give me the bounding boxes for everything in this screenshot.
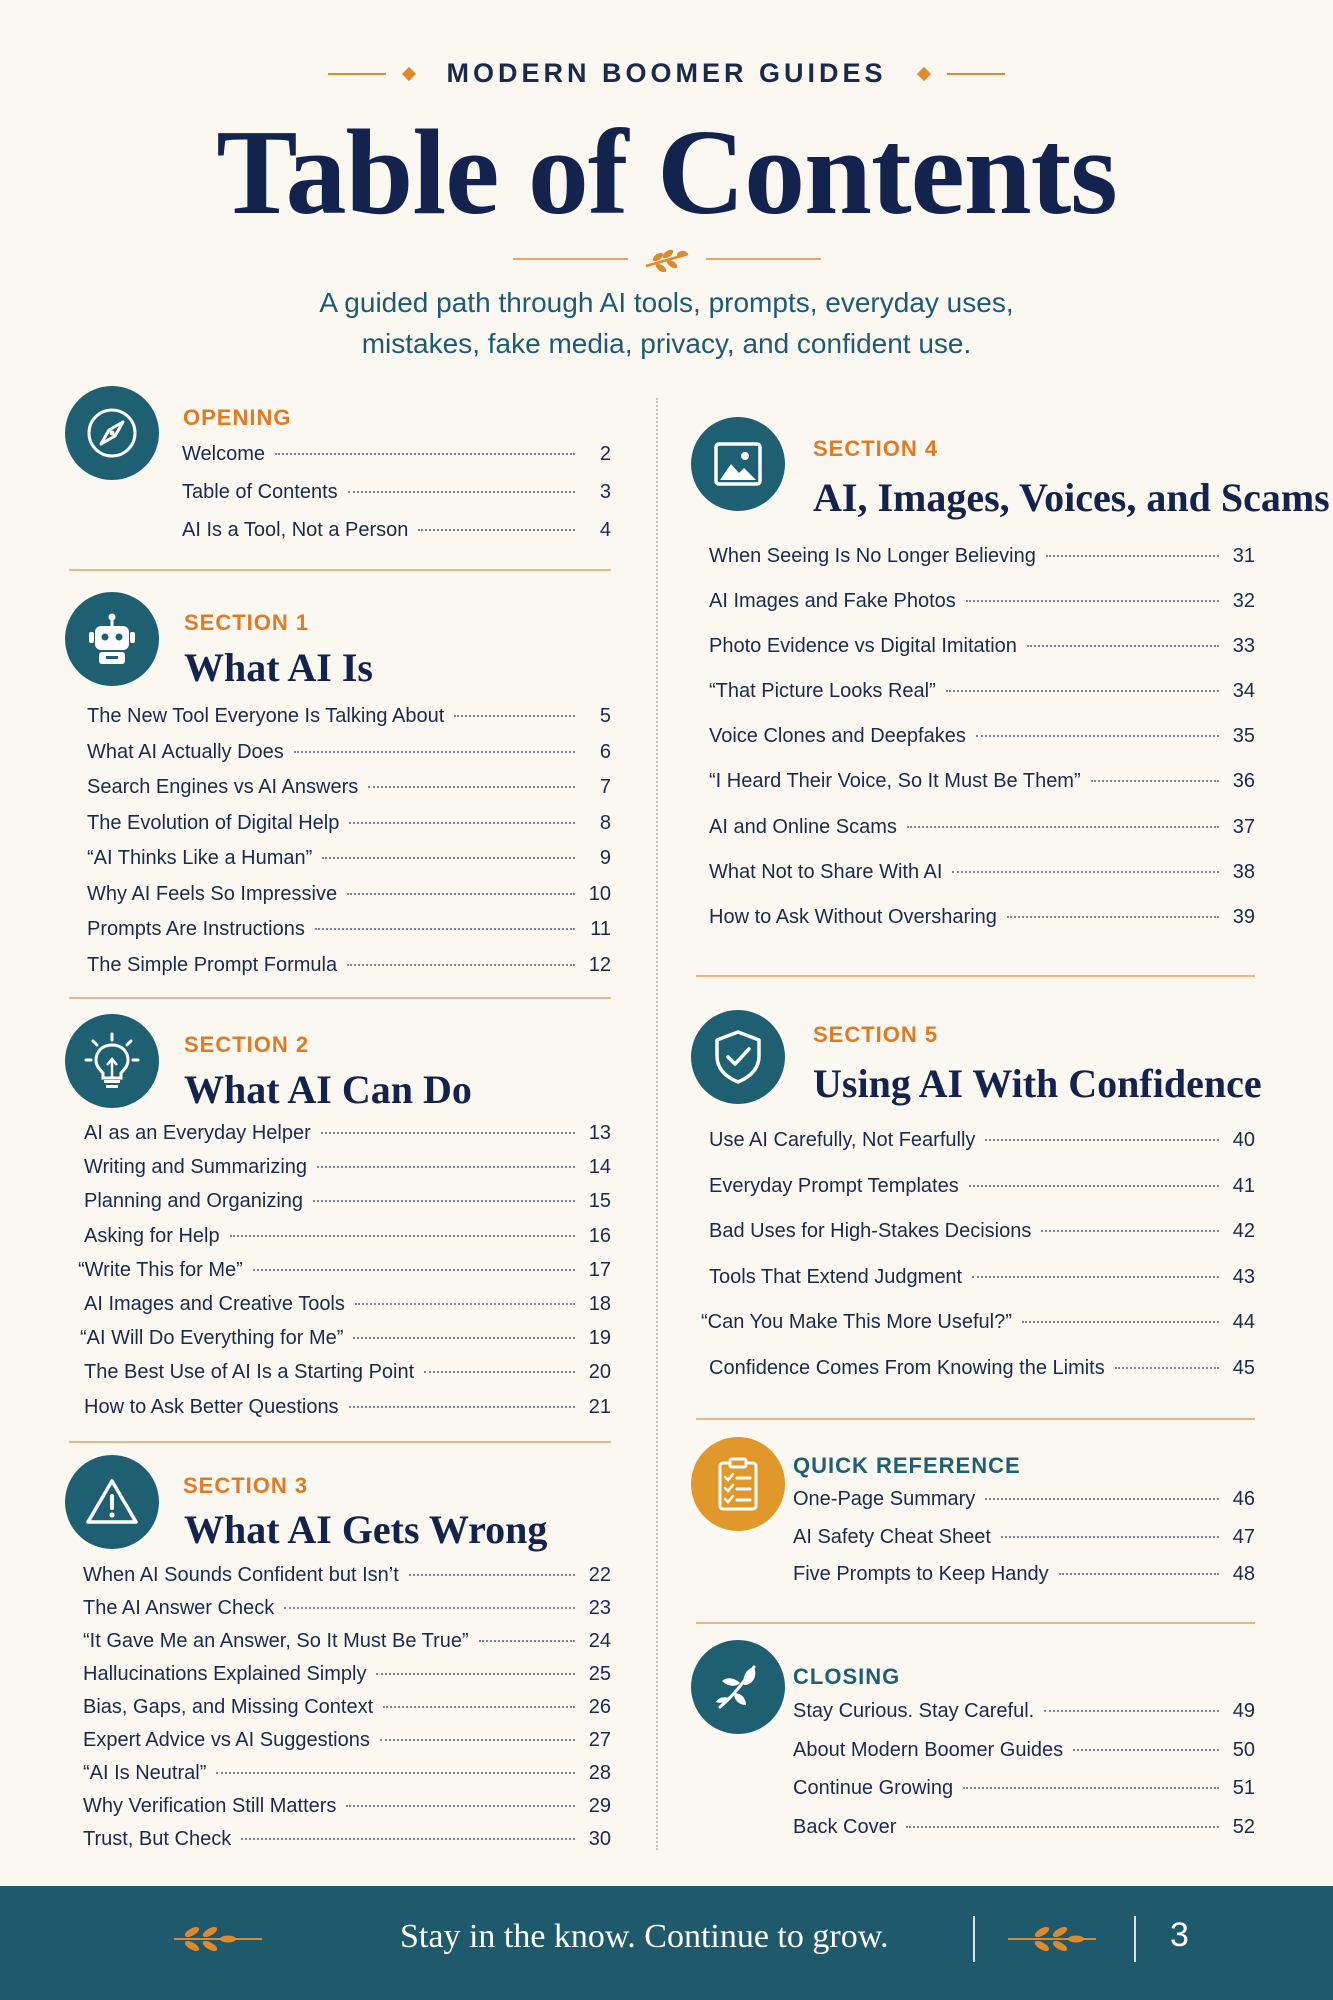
dot-leader — [454, 715, 575, 717]
entry-page: 17 — [588, 1258, 611, 1281]
entry-page: 28 — [588, 1762, 611, 1784]
dot-leader — [946, 690, 1219, 692]
section-title: What AI Gets Wrong — [184, 1507, 548, 1552]
entry-page: 4 — [599, 519, 611, 541]
entry-title: “Write This for Me” — [78, 1258, 243, 1281]
entry-title: Five Prompts to Keep Handy — [793, 1563, 1049, 1585]
subtitle-line: mistakes, fake media, privacy, and confident use. — [361, 328, 972, 359]
title-ornament — [0, 246, 1333, 272]
entry-title: The AI Answer Check — [83, 1597, 275, 1619]
toc-entry[interactable] — [83, 1729, 611, 1762]
sprig-icon — [170, 1922, 266, 1956]
dot-leader — [275, 453, 575, 455]
entry-page: 43 — [1232, 1265, 1255, 1288]
toc-entry[interactable] — [83, 1696, 611, 1729]
entry-title: AI Safety Cheat Sheet — [793, 1525, 991, 1548]
toc-entry[interactable] — [709, 770, 1255, 815]
dot-leader — [355, 1303, 575, 1305]
entry-page: 50 — [1232, 1738, 1255, 1761]
sprig-icon — [1004, 1922, 1100, 1956]
dot-leader — [906, 1826, 1219, 1828]
dot-leader — [952, 871, 1219, 873]
entry-title: Voice Clones and Deepfakes — [709, 725, 966, 748]
entry-title: Expert Advice vs AI Suggestions — [83, 1729, 370, 1751]
entry-title: Continue Growing — [793, 1777, 954, 1799]
brand-name: MODERN BOOMER GUIDES — [446, 58, 887, 88]
brand-rule-right — [947, 73, 1005, 75]
dot-leader — [216, 1772, 575, 1774]
entry-title: One-Page Summary — [793, 1488, 976, 1510]
entry-page: 26 — [588, 1696, 611, 1718]
entry-page: 34 — [1232, 680, 1255, 703]
entry-page: 24 — [588, 1630, 611, 1652]
entry-page: 15 — [588, 1190, 611, 1213]
entry-title: Why Verification Still Matters — [83, 1795, 337, 1817]
entry-page: 2 — [599, 443, 611, 465]
section5-list — [701, 1129, 1255, 1403]
dot-leader — [969, 1185, 1219, 1187]
section-kicker: CLOSING — [793, 1664, 901, 1689]
toc-entry[interactable] — [709, 680, 1255, 725]
entry-page: 38 — [1232, 860, 1255, 883]
dot-leader — [1044, 1710, 1219, 1712]
entry-page: 19 — [588, 1327, 611, 1350]
dot-leader — [230, 1235, 575, 1237]
toc-entry[interactable] — [709, 906, 1255, 951]
toc-entry[interactable] — [709, 1266, 1255, 1312]
entry-page: 23 — [588, 1597, 611, 1619]
dot-leader — [349, 1406, 575, 1408]
dot-leader — [1001, 1536, 1219, 1538]
dot-leader — [368, 786, 575, 788]
closing-list — [793, 1700, 1255, 1854]
dot-leader — [353, 1337, 575, 1339]
entry-title: “I Heard Their Voice, So It Must Be Them” — [709, 770, 1081, 793]
dot-leader — [1091, 780, 1219, 782]
toc-entry[interactable] — [83, 1564, 611, 1597]
section-separator — [69, 569, 611, 571]
section-title: AI, Images, Voices, and Scams — [813, 475, 1330, 520]
entry-page: 6 — [599, 740, 611, 763]
toc-entry[interactable] — [793, 1739, 1255, 1778]
dot-leader — [966, 600, 1219, 602]
brand-row — [0, 58, 1333, 89]
toc-entry[interactable] — [793, 1526, 1255, 1564]
image-icon — [691, 417, 785, 511]
toc-entry[interactable] — [83, 1597, 611, 1630]
section-separator — [696, 1622, 1255, 1624]
entry-page: 40 — [1232, 1129, 1255, 1151]
entry-page: 36 — [1232, 770, 1255, 793]
entry-title: Tools That Extend Judgment — [709, 1265, 963, 1288]
entry-title: Bias, Gaps, and Missing Context — [83, 1696, 374, 1718]
section-separator — [696, 1418, 1255, 1420]
entry-page: 41 — [1232, 1174, 1255, 1197]
section-separator — [69, 1441, 611, 1443]
toc-entry[interactable] — [87, 847, 611, 883]
entry-title: AI Images and Creative Tools — [84, 1292, 345, 1315]
entry-title: When AI Sounds Confident but Isn’t — [83, 1564, 399, 1586]
toc-entry[interactable] — [793, 1816, 1255, 1855]
toc-entry[interactable] — [182, 519, 611, 557]
diamond-icon — [402, 66, 416, 80]
entry-page: 25 — [588, 1663, 611, 1685]
entry-title: Asking for Help — [84, 1224, 220, 1247]
ornament-rule-left — [513, 258, 628, 260]
toc-entry[interactable] — [709, 590, 1255, 635]
footer-divider — [1134, 1916, 1136, 1962]
dot-leader — [346, 1805, 575, 1807]
entry-title: Photo Evidence vs Digital Imitation — [709, 635, 1017, 658]
toc-entry[interactable] — [709, 1357, 1255, 1403]
entry-title: The New Tool Everyone Is Talking About — [87, 705, 445, 727]
toc-entry[interactable] — [182, 481, 611, 519]
toc-entry[interactable] — [84, 1361, 611, 1395]
entry-title: AI and Online Scams — [709, 815, 897, 838]
toc-entry[interactable] — [793, 1777, 1255, 1816]
subtitle — [0, 282, 1333, 364]
quick-reference-list — [793, 1488, 1255, 1601]
entry-title: “It Gave Me an Answer, So It Must Be True” — [83, 1630, 469, 1652]
dot-leader — [1041, 1230, 1219, 1232]
entry-title: “AI Will Do Everything for Me” — [80, 1327, 344, 1350]
entry-page: 12 — [588, 953, 611, 976]
dot-leader — [985, 1139, 1219, 1141]
entry-page: 49 — [1232, 1700, 1255, 1722]
subtitle-line: A guided path through AI tools, prompts, everyday uses, — [319, 287, 1014, 318]
entry-title: Hallucinations Explained Simply — [83, 1663, 367, 1685]
footer-tagline: Stay in the know. Continue to grow. — [400, 1918, 889, 1955]
dot-leader — [383, 1706, 575, 1708]
entry-page: 51 — [1232, 1777, 1255, 1799]
lightbulb-icon — [65, 1014, 159, 1108]
entry-title: The Best Use of AI Is a Starting Point — [84, 1361, 415, 1384]
dot-leader — [315, 928, 575, 930]
dot-leader — [317, 1166, 575, 1168]
dot-leader — [313, 1200, 575, 1202]
dot-leader — [963, 1787, 1219, 1789]
dot-leader — [348, 491, 575, 493]
dot-leader — [349, 822, 575, 824]
section-separator — [69, 997, 611, 999]
entry-title: Prompts Are Instructions — [87, 918, 305, 940]
entry-page: 14 — [588, 1156, 611, 1179]
entry-page: 33 — [1232, 635, 1255, 658]
toc-entry[interactable] — [84, 1225, 611, 1259]
toc-entry[interactable] — [83, 1828, 611, 1861]
entry-page: 32 — [1232, 590, 1255, 613]
section-kicker: SECTION 5 — [813, 1022, 939, 1047]
dot-leader — [1046, 555, 1219, 557]
toc-entry[interactable] — [84, 1293, 611, 1327]
dot-leader — [976, 735, 1219, 737]
entry-page: 22 — [588, 1564, 611, 1586]
entry-page: 20 — [588, 1361, 611, 1384]
toc-entry[interactable] — [87, 741, 611, 777]
toc-entry[interactable] — [709, 1129, 1255, 1175]
dot-leader — [321, 1132, 575, 1134]
toc-entry[interactable] — [84, 1122, 611, 1156]
toc-entry[interactable] — [87, 812, 611, 848]
sprig-icon — [642, 246, 692, 272]
toc-entry[interactable] — [709, 816, 1255, 861]
entry-page: 44 — [1232, 1311, 1255, 1334]
entry-title: Planning and Organizing — [84, 1190, 304, 1213]
dot-leader — [294, 751, 575, 753]
entry-title: Everyday Prompt Templates — [709, 1174, 959, 1197]
entry-title: Bad Uses for High-Stakes Decisions — [709, 1220, 1032, 1243]
dot-leader — [479, 1640, 575, 1642]
section-kicker: SECTION 4 — [813, 436, 939, 461]
checklist-icon — [691, 1437, 785, 1531]
dot-leader — [376, 1673, 575, 1675]
entry-title: What Not to Share With AI — [709, 860, 943, 883]
dot-leader — [380, 1739, 575, 1741]
dot-leader — [1115, 1367, 1219, 1369]
dot-leader — [985, 1498, 1219, 1500]
toc-entry[interactable] — [709, 1175, 1255, 1221]
section2-list — [78, 1122, 611, 1430]
entry-title: AI Is a Tool, Not a Person — [182, 519, 409, 541]
footer-divider — [973, 1916, 975, 1962]
section-kicker: SECTION 3 — [183, 1473, 309, 1498]
dot-leader — [253, 1269, 575, 1271]
section-title: Using AI With Confidence — [813, 1061, 1262, 1106]
footer-band — [0, 1886, 1333, 2000]
toc-entry[interactable] — [793, 1563, 1255, 1601]
toc-entry[interactable] — [87, 776, 611, 812]
page-number: 3 — [1170, 1916, 1189, 1954]
page-title: Table of Contents — [216, 105, 1117, 240]
dot-leader — [1007, 916, 1219, 918]
entry-page: 45 — [1232, 1356, 1255, 1379]
entry-page: 21 — [588, 1395, 611, 1418]
dot-leader — [907, 826, 1219, 828]
entry-page: 31 — [1232, 545, 1255, 567]
toc-entry[interactable] — [709, 1220, 1255, 1266]
entry-title: Writing and Summarizing — [84, 1156, 308, 1179]
toc-entry[interactable] — [709, 861, 1255, 906]
toc-entry[interactable] — [793, 1700, 1255, 1739]
compass-icon — [65, 386, 159, 480]
entry-page: 35 — [1232, 725, 1255, 748]
dot-leader — [418, 529, 575, 531]
toc-entry[interactable] — [78, 1259, 611, 1293]
toc-entry[interactable] — [701, 1311, 1255, 1357]
toc-entry[interactable] — [182, 443, 611, 481]
entry-title: Why AI Feels So Impressive — [87, 882, 338, 905]
dot-leader — [284, 1607, 575, 1609]
section-kicker: QUICK REFERENCE — [793, 1453, 1021, 1478]
warning-icon — [65, 1455, 159, 1549]
opening-list — [182, 443, 611, 557]
entry-page: 3 — [599, 481, 611, 503]
entry-page: 30 — [588, 1828, 611, 1850]
dot-leader — [972, 1276, 1219, 1278]
entry-page: 47 — [1232, 1525, 1255, 1548]
toc-entry[interactable] — [87, 918, 611, 954]
entry-page: 5 — [599, 705, 611, 727]
dot-leader — [322, 857, 575, 859]
toc-entry[interactable] — [83, 1795, 611, 1828]
entry-page: 9 — [599, 847, 611, 869]
section-kicker: OPENING — [183, 405, 292, 430]
dot-leader — [424, 1371, 575, 1373]
entry-title: Table of Contents — [182, 481, 338, 503]
toc-entry[interactable] — [83, 1663, 611, 1696]
entry-page: 48 — [1232, 1563, 1255, 1585]
entry-page: 27 — [588, 1729, 611, 1751]
dot-leader — [1027, 645, 1219, 647]
entry-page: 16 — [588, 1224, 611, 1247]
entry-title: The Evolution of Digital Help — [87, 811, 340, 834]
entry-title: “That Picture Looks Real” — [709, 680, 936, 703]
column-divider — [656, 398, 658, 1850]
section3-list — [83, 1564, 611, 1861]
ornament-rule-right — [706, 258, 821, 260]
entry-page: 13 — [588, 1122, 611, 1144]
dot-leader — [347, 893, 575, 895]
section-title: What AI Is — [184, 645, 373, 690]
section-title: What AI Can Do — [184, 1067, 472, 1112]
entry-title: Confidence Comes From Knowing the Limits — [709, 1356, 1105, 1379]
shield-check-icon — [691, 1010, 785, 1104]
toc-entry[interactable] — [87, 705, 611, 741]
dot-leader — [347, 964, 575, 966]
dot-leader — [409, 1574, 575, 1576]
entry-title: Use AI Carefully, Not Fearfully — [709, 1129, 976, 1151]
entry-title: “Can You Make This More Useful?” — [701, 1311, 1012, 1334]
diamond-icon — [916, 66, 930, 80]
section-kicker: SECTION 2 — [184, 1032, 310, 1057]
robot-icon — [65, 592, 159, 686]
entry-page: 42 — [1232, 1220, 1255, 1243]
section4-list — [709, 545, 1255, 951]
entry-page: 29 — [588, 1795, 611, 1817]
leaf-icon — [691, 1640, 785, 1734]
entry-page: 8 — [599, 811, 611, 834]
toc-entry[interactable] — [709, 725, 1255, 770]
entry-title: What AI Actually Does — [87, 740, 284, 763]
entry-page: 46 — [1232, 1488, 1255, 1510]
brand-rule-left — [328, 73, 386, 75]
entry-title: Trust, But Check — [83, 1828, 232, 1850]
entry-page: 39 — [1232, 905, 1255, 928]
entry-page: 7 — [599, 776, 611, 798]
entry-page: 10 — [588, 882, 611, 905]
toc-entry[interactable] — [84, 1190, 611, 1224]
toc-entry[interactable] — [709, 635, 1255, 680]
toc-entry[interactable] — [84, 1156, 611, 1190]
entry-title: “AI Is Neutral” — [83, 1762, 207, 1784]
toc-entry[interactable] — [87, 954, 611, 990]
entry-title: AI Images and Fake Photos — [709, 590, 956, 613]
entry-title: AI as an Everyday Helper — [84, 1122, 311, 1144]
dot-leader — [1059, 1573, 1219, 1575]
dot-leader — [1073, 1749, 1219, 1751]
entry-page: 18 — [588, 1292, 611, 1315]
toc-entry[interactable] — [83, 1762, 611, 1795]
entry-title: Search Engines vs AI Answers — [87, 776, 359, 798]
entry-title: “AI Thinks Like a Human” — [87, 847, 313, 869]
section-kicker: SECTION 1 — [184, 610, 310, 635]
toc-entry[interactable] — [83, 1630, 611, 1663]
entry-title: How to Ask Better Questions — [84, 1395, 339, 1418]
entry-title: Stay Curious. Stay Careful. — [793, 1700, 1035, 1722]
toc-entry[interactable] — [709, 545, 1255, 590]
entry-page: 52 — [1232, 1815, 1255, 1838]
toc-entry[interactable] — [793, 1488, 1255, 1526]
toc-entry[interactable] — [80, 1327, 611, 1361]
entry-title: Back Cover — [793, 1815, 897, 1838]
entry-title: Welcome — [182, 443, 265, 465]
entry-page: 37 — [1232, 815, 1255, 838]
dot-leader — [241, 1838, 575, 1840]
toc-entry[interactable] — [87, 883, 611, 919]
dot-leader — [1022, 1321, 1219, 1323]
section1-list — [87, 705, 611, 989]
section-separator — [696, 975, 1255, 977]
toc-entry[interactable] — [84, 1396, 611, 1430]
entry-page: 11 — [590, 918, 611, 940]
entry-title: How to Ask Without Oversharing — [709, 905, 997, 928]
entry-title: When Seeing Is No Longer Believing — [709, 545, 1036, 567]
entry-title: About Modern Boomer Guides — [793, 1738, 1064, 1761]
entry-title: The Simple Prompt Formula — [87, 953, 338, 976]
